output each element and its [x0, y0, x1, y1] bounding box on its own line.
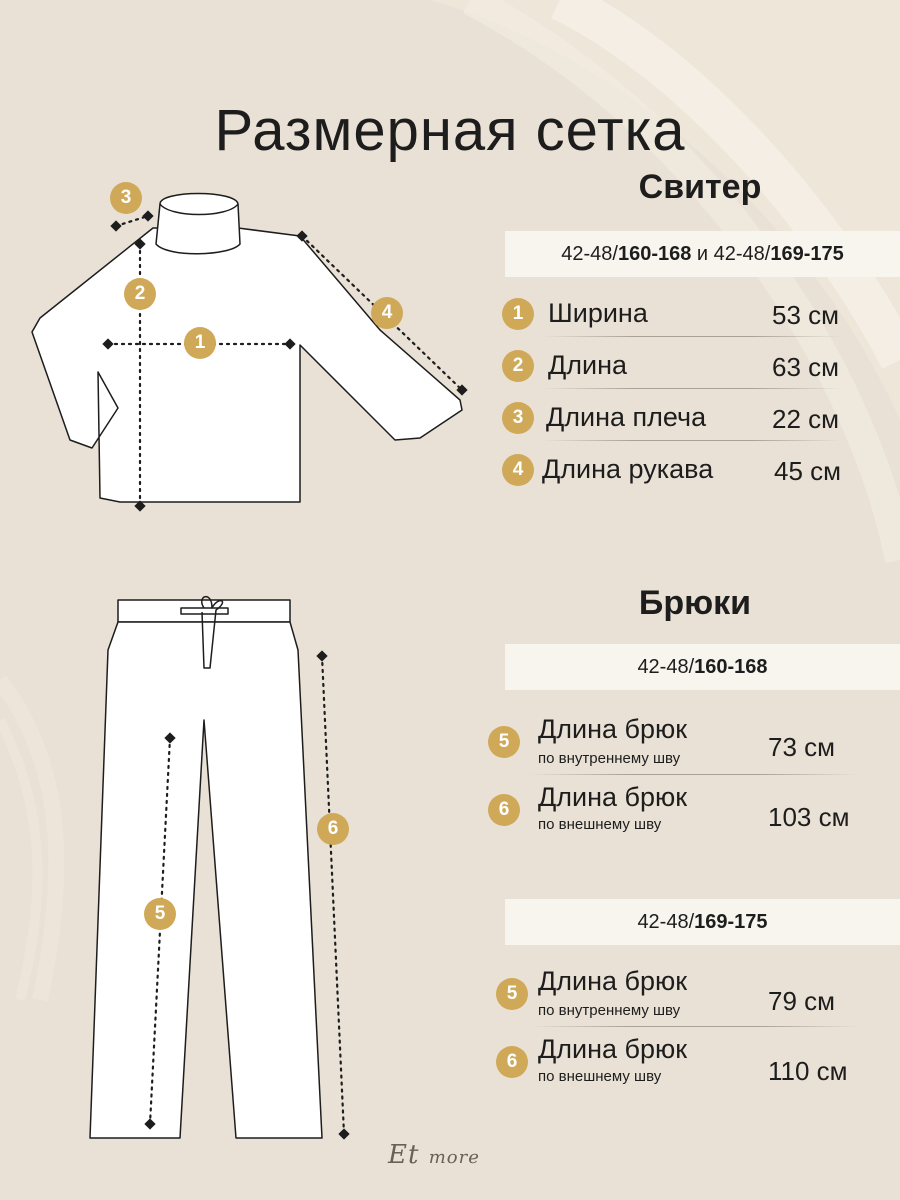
- row-sublabel: по внутреннему шву: [538, 750, 681, 767]
- number-badge: 4: [502, 454, 534, 486]
- size-part: 160-168: [617, 242, 692, 265]
- diagram-marker-1: 1: [184, 327, 216, 359]
- diagram-marker-5: 5: [144, 898, 176, 930]
- diagram-marker-3: 3: [110, 182, 142, 214]
- size-part: и 42-48/: [691, 242, 771, 265]
- sweater-outline: [32, 194, 462, 503]
- row-sublabel: по внешнему шву: [538, 816, 662, 833]
- diagram-marker-2: 2: [124, 278, 156, 310]
- sweater-size-band: [505, 231, 900, 277]
- diagram-marker-4: 4: [371, 297, 403, 329]
- row-sublabel: по внутреннему шву: [538, 1002, 681, 1019]
- row-divider: [528, 774, 858, 775]
- row-label: Ширина: [548, 298, 648, 328]
- pants-outline: [90, 597, 322, 1138]
- number-badge: 2: [502, 350, 534, 382]
- brand-tail: more: [428, 1147, 480, 1168]
- row-value: 53 см: [772, 300, 840, 330]
- row-value: 79 см: [768, 986, 836, 1016]
- row-label: Длина плеча: [546, 402, 707, 432]
- number-badge: 5: [496, 978, 528, 1010]
- row-value: 103 см: [768, 802, 850, 832]
- row-label: Длина: [548, 350, 628, 380]
- row-divider: [542, 336, 842, 337]
- row-value: 63 см: [772, 352, 840, 382]
- row-value: 45 см: [774, 456, 842, 486]
- brand-main: Et: [388, 1140, 420, 1170]
- size-part: 169-175: [694, 910, 768, 933]
- row-divider: [542, 440, 842, 441]
- diagram-marker-6: 6: [317, 813, 349, 845]
- row-value: 73 см: [768, 732, 836, 762]
- number-badge: 6: [488, 794, 520, 826]
- size-part: 42-48/: [561, 242, 618, 265]
- sweater-title: Свитер: [638, 168, 762, 206]
- row-label: Длина брюк: [538, 782, 688, 812]
- size-part: 42-48/: [637, 655, 695, 678]
- number-badge: 1: [502, 298, 534, 330]
- number-badge: 3: [502, 402, 534, 434]
- pants-size-band-2: [505, 899, 900, 945]
- row-label: Длина брюк: [538, 966, 688, 996]
- page-title: Размерная сетка: [214, 97, 686, 163]
- size-part: 160-168: [694, 655, 768, 678]
- row-sublabel: по внешнему шву: [538, 1068, 662, 1085]
- pants-size-band-1: [505, 644, 900, 690]
- size-part: 42-48/: [637, 910, 695, 933]
- row-value: 110 см: [768, 1056, 848, 1086]
- row-label: Длина рукава: [542, 454, 714, 484]
- row-label: Длина брюк: [538, 1034, 688, 1064]
- row-label: Длина брюк: [538, 714, 688, 744]
- brand-logo: [388, 1140, 480, 1170]
- row-value: 22 см: [772, 404, 840, 434]
- number-badge: 6: [496, 1046, 528, 1078]
- row-divider: [542, 388, 842, 389]
- pants-title: Брюки: [638, 584, 752, 622]
- row-divider: [530, 1026, 860, 1027]
- number-badge: 5: [488, 726, 520, 758]
- size-part: 169-175: [770, 242, 844, 265]
